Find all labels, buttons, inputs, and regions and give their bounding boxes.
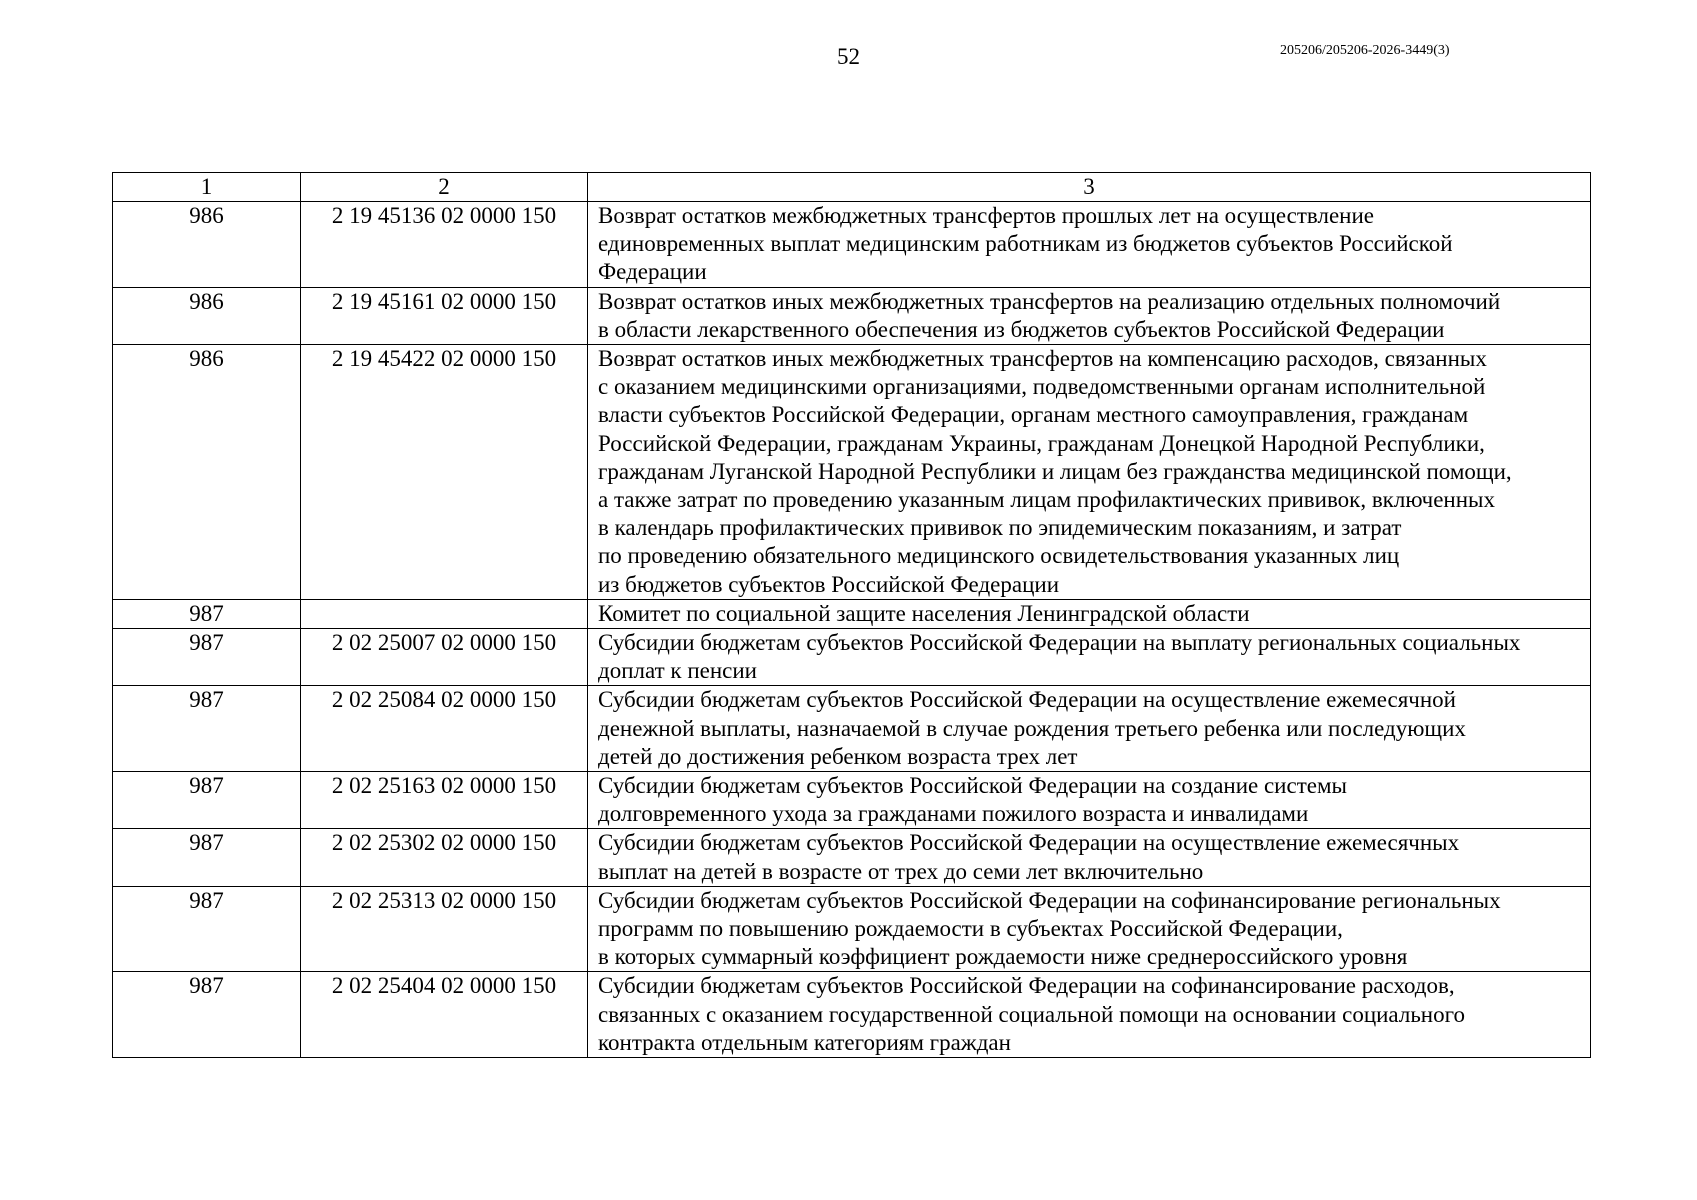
income-name-line: Субсидии бюджетам субъектов Российской Федерации на софинансирование региональных <box>598 887 1501 913</box>
budget-code-cell: 2 02 25084 02 0000 150 <box>301 686 588 772</box>
income-name-cell <box>588 345 1591 600</box>
admin-code-cell: 987 <box>113 599 301 628</box>
income-name-line: выплат на детей в возрасте от трех до семи лет включительно <box>598 858 1204 884</box>
income-name-cell <box>588 972 1591 1058</box>
income-name-cell <box>588 202 1591 288</box>
admin-code-cell: 986 <box>113 345 301 600</box>
income-name-line: по проведению обязательного медицинского освидетельствования указанных лиц <box>598 543 1400 569</box>
income-name-line: Субсидии бюджетам субъектов Российской Федерации на софинансирование расходов, <box>598 973 1455 999</box>
budget-code-cell: 2 19 45161 02 0000 150 <box>301 287 588 344</box>
page-number: 52 <box>837 44 860 69</box>
budget-classification-table <box>112 172 1591 1058</box>
table-row <box>113 345 1591 600</box>
income-name-line: с оказанием медицинскими организациями, подведомственными органам исполнительной <box>598 374 1486 400</box>
income-name-line: Российской Федерации, гражданам Украины, гражданам Донецкой Народной Республики, <box>598 430 1485 456</box>
income-name-line: денежной выплаты, назначаемой в случае рождения третьего ребенка или последующих <box>598 715 1466 741</box>
budget-code-cell: 2 02 25404 02 0000 150 <box>301 972 588 1058</box>
income-name-cell <box>588 886 1591 972</box>
income-name-line: единовременных выплат медицинским работникам из бюджетов субъектов Российской <box>598 231 1453 257</box>
admin-code-cell: 986 <box>113 202 301 288</box>
income-name-line: в области лекарственного обеспечения из бюджетов субъектов Российской Федерации <box>598 316 1445 342</box>
table-row <box>113 202 1591 288</box>
budget-code-cell: 2 02 25163 02 0000 150 <box>301 772 588 829</box>
table-row <box>113 972 1591 1058</box>
income-name-line: программ по повышению рождаемости в субъектах Российской Федерации, <box>598 916 1343 942</box>
column-header-1: 1 <box>113 173 301 202</box>
income-name-line: Возврат остатков межбюджетных трансфертов прошлых лет на осуществление <box>598 203 1374 228</box>
budget-code-cell <box>301 599 588 628</box>
table-body <box>113 202 1591 1058</box>
income-name-line: в которых суммарный коэффициент рождаемости ниже среднероссийского уровня <box>598 944 1408 970</box>
income-name-line: контракта отдельным категориям граждан <box>598 1029 1011 1055</box>
income-name-line: долговременного ухода за гражданами пожилого возраста и инвалидами <box>598 801 1309 827</box>
income-name-line: доплат к пенсии <box>598 658 757 684</box>
column-header-2: 2 <box>301 173 588 202</box>
income-name-line: Федерации <box>598 259 707 285</box>
table-header-row <box>113 173 1591 202</box>
admin-code-cell: 986 <box>113 287 301 344</box>
table-row <box>113 686 1591 772</box>
income-name-line: в календарь профилактических прививок по эпидемическим показаниям, и затрат <box>598 515 1402 541</box>
income-name-line: связанных с оказанием государственной социальной помощи на основании социального <box>598 1001 1465 1027</box>
income-name-cell <box>588 772 1591 829</box>
income-name-line: детей до достижения ребенком возраста трех лет <box>598 743 1078 769</box>
table-row <box>113 886 1591 972</box>
income-name-line: Комитет по социальной защите населения Ленинградской области <box>598 600 1250 626</box>
table-row <box>113 599 1591 628</box>
income-name-line: Субсидии бюджетам субъектов Российской Федерации на выплату региональных социальных <box>598 630 1521 656</box>
table-row <box>113 772 1591 829</box>
budget-code-cell: 2 02 25007 02 0000 150 <box>301 629 588 686</box>
income-name-cell <box>588 629 1591 686</box>
income-name-cell <box>588 829 1591 886</box>
table-row <box>113 629 1591 686</box>
income-name-cell <box>588 287 1591 344</box>
income-name-line: власти субъектов Российской Федерации, органам местного самоуправления, гражданам <box>598 402 1469 428</box>
table-row <box>113 287 1591 344</box>
budget-code-cell: 2 19 45422 02 0000 150 <box>301 345 588 600</box>
admin-code-cell: 987 <box>113 686 301 772</box>
admin-code-cell: 987 <box>113 629 301 686</box>
income-name-line: Возврат остатков иных межбюджетных трансфертов на реализацию отдельных полномочий <box>598 288 1501 314</box>
admin-code-cell: 987 <box>113 972 301 1058</box>
budget-code-cell: 2 02 25313 02 0000 150 <box>301 886 588 972</box>
admin-code-cell: 987 <box>113 772 301 829</box>
income-name-line: гражданам Луганской Народной Республики и лицам без гражданства медицинской помощи, <box>598 458 1512 484</box>
income-name-line: Субсидии бюджетам субъектов Российской Федерации на осуществление ежемесячной <box>598 687 1456 713</box>
column-header-3: 3 <box>588 173 1591 202</box>
table-row <box>113 829 1591 886</box>
income-name-line: из бюджетов субъектов Российской Федерации <box>598 571 1059 597</box>
admin-code-cell: 987 <box>113 886 301 972</box>
budget-code-cell: 2 19 45136 02 0000 150 <box>301 202 588 288</box>
income-name-cell <box>588 686 1591 772</box>
income-name-line: Субсидии бюджетам субъектов Российской Федерации на создание системы <box>598 773 1347 799</box>
document-id: 205206/205206-2026-3449(3) <box>1280 43 1450 58</box>
income-name-line: а также затрат по проведению указанным лицам профилактических прививок, включенных <box>598 487 1495 513</box>
budget-code-cell: 2 02 25302 02 0000 150 <box>301 829 588 886</box>
income-name-line: Субсидии бюджетам субъектов Российской Федерации на осуществление ежемесячных <box>598 830 1460 856</box>
income-name-line: Возврат остатков иных межбюджетных трансфертов на компенсацию расходов, связанных <box>598 346 1487 372</box>
income-name-cell <box>588 599 1591 628</box>
admin-code-cell: 987 <box>113 829 301 886</box>
